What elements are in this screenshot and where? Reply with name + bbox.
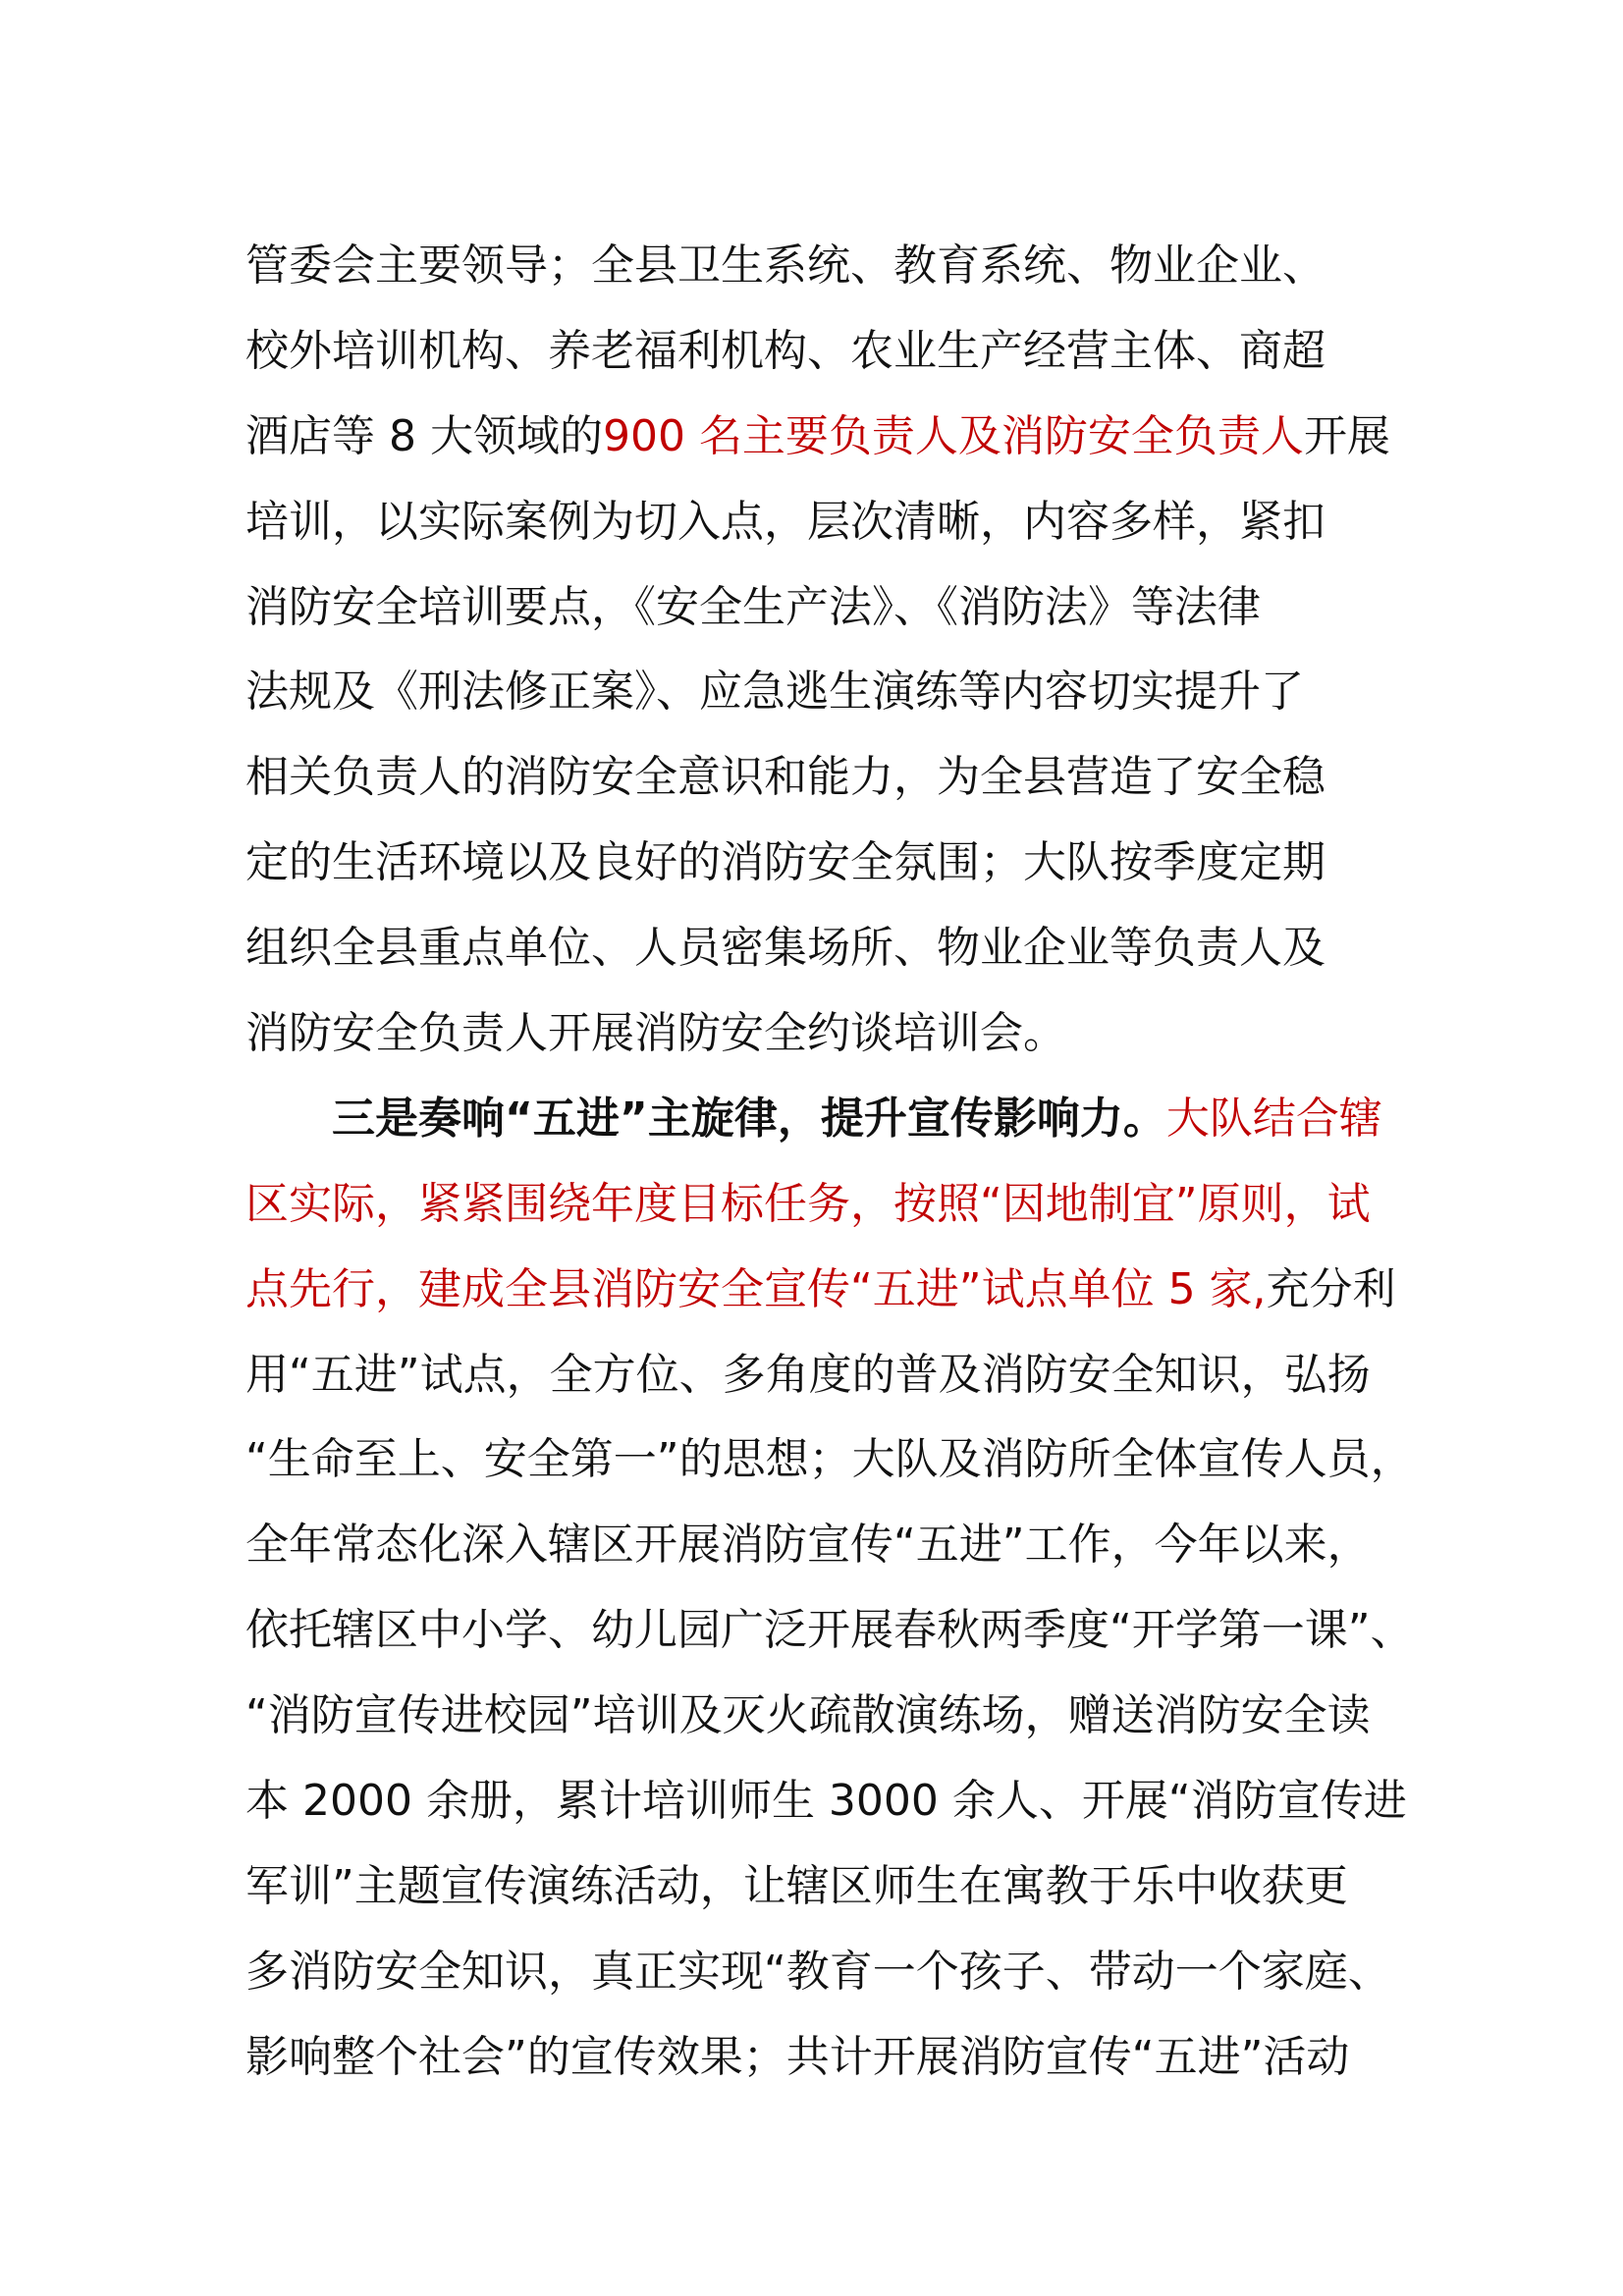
text-line-20 <box>245 1844 1443 1930</box>
text-line-6 <box>245 650 1443 735</box>
text-line-14 <box>245 1333 1443 1418</box>
highlighted-text-run: 区实际，紧紧围绕年度目标任务，按照“因地制宜”原则，试 <box>245 1178 1371 1229</box>
highlighted-text-run: 点先行，建成全县消防安全宣传“五进”试点单位 5 家, <box>245 1263 1267 1314</box>
text-run: 用“五进”试点，全方位、多角度的普及消防安全知识，弘扬 <box>245 1349 1371 1400</box>
text-run: 相关负责人的消防安全意识和能力，为全县营造了安全稳 <box>245 752 1325 803</box>
text-line-4 <box>245 480 1443 565</box>
text-line-19 <box>245 1759 1443 1844</box>
text-run: 充分利 <box>1266 1263 1396 1314</box>
text-run: 培训，以实际案例为切入点，层次清晰，内容多样，紧扣 <box>245 496 1325 547</box>
text-run: 管委会主要领导；全县卫生系统、教育系统、物业企业、 <box>245 240 1325 291</box>
highlighted-text-run: 900 名主要负责人及消防安全负责人 <box>602 410 1304 461</box>
text-run: “消防宣传进校园”培训及灭火疏散演练场，赠送消防安全读 <box>245 1690 1371 1741</box>
text-run: 酒店等 8 大领域的 <box>245 410 603 461</box>
text-run: 组织全县重点单位、人员密集场所、物业企业等负责人及 <box>245 923 1325 974</box>
text-line-21 <box>245 1930 1443 2015</box>
text-line-15 <box>245 1417 1443 1503</box>
text-line-8 <box>245 821 1443 906</box>
text-run: 法规及《刑法修正案》、应急逃生演练等内容切实提升了 <box>245 667 1304 718</box>
body-text <box>245 224 1443 2101</box>
text-run: 军训”主题宣传演练活动，让辖区师生在寓教于乐中收获更 <box>245 1860 1348 1911</box>
text-line-1 <box>245 224 1443 309</box>
text-line-13 <box>245 1248 1443 1333</box>
text-line-9 <box>245 906 1443 991</box>
text-run: “生命至上、安全第一”的思想；大队及消防所全体宣传人员， <box>245 1434 1414 1485</box>
text-run: 依托辖区中小学、幼儿园广泛开展春秋两季度“开学第一课”、 <box>245 1605 1414 1656</box>
text-line-10 <box>245 991 1443 1077</box>
highlighted-text-run: 大队结合辖 <box>1165 1093 1382 1144</box>
text-line-3 <box>245 395 1443 480</box>
text-line-22 <box>245 2015 1443 2101</box>
text-run: 消防安全培训要点，《安全生产法》、《消防法》等法律 <box>245 581 1261 632</box>
text-run: 定的生活环境以及良好的消防安全氛围；大队按季度定期 <box>245 837 1325 888</box>
text-line-17 <box>245 1588 1443 1674</box>
section-heading-run: 三是奏响“五进”主旋律，提升宣传影响力。 <box>332 1093 1166 1144</box>
text-line-18 <box>245 1674 1443 1759</box>
text-run: 影响整个社会”的宣传效果；共计开展消防宣传“五进”活动 <box>245 2031 1350 2082</box>
text-run: 开展 <box>1303 410 1390 461</box>
text-line-11 <box>245 1077 1443 1162</box>
text-run: 校外培训机构、养老福利机构、农业生产经营主体、商超 <box>245 325 1325 376</box>
text-run: 本 2000 余册，累计培训师生 3000 余人、开展“消防宣传进 <box>245 1776 1407 1827</box>
text-line-12 <box>245 1162 1443 1248</box>
text-line-16 <box>245 1503 1443 1588</box>
text-line-7 <box>245 735 1443 821</box>
text-line-2 <box>245 309 1443 395</box>
text-run: 多消防安全知识，真正实现“教育一个孩子、带动一个家庭、 <box>245 1946 1391 1997</box>
text-run: 全年常态化深入辖区开展消防宣传“五进”工作，今年以来， <box>245 1520 1371 1571</box>
text-run: 消防安全负责人开展消防安全约谈培训会。 <box>245 1008 1066 1059</box>
text-line-5 <box>245 565 1443 651</box>
